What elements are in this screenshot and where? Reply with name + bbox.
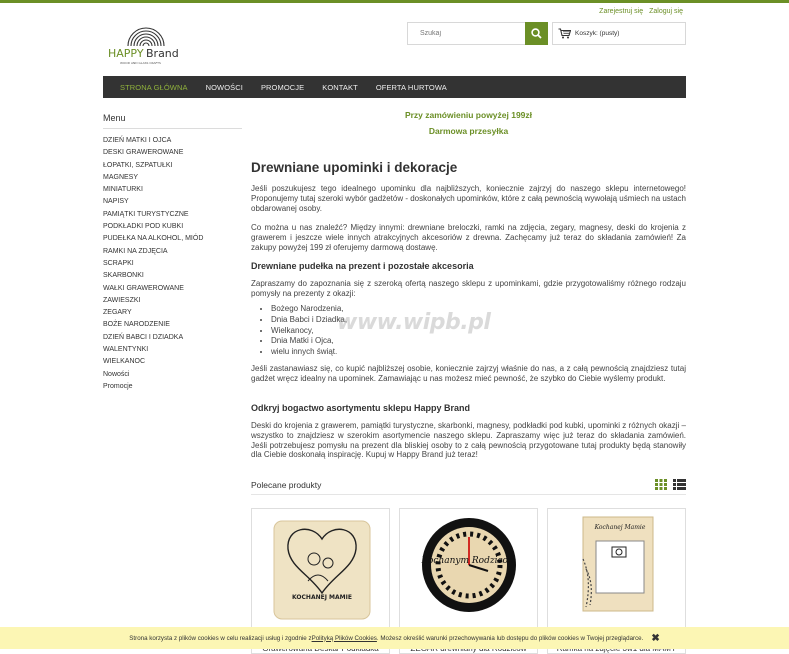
product-image-board: [252, 509, 389, 634]
cookie-text-after: . Możesz określić warunki przechowywania lub dostępu do plików cookies w Twojej przeglądarce.: [376, 634, 644, 642]
sidebar-item[interactable]: BOŻE NARODZENIE: [103, 321, 170, 329]
sidebar-item[interactable]: WAŁKI GRAWEROWANE: [103, 284, 184, 292]
sidebar-item[interactable]: SCRAPKI: [103, 259, 134, 267]
cookie-policy-link[interactable]: Polityką Plików Cookies: [311, 634, 377, 642]
close-icon[interactable]: ✖: [651, 632, 660, 644]
grid-view-icon[interactable]: [655, 479, 667, 490]
nav-promotions[interactable]: PROMOCJE: [260, 82, 305, 92]
nav-wholesale[interactable]: OFERTA HURTOWA: [375, 82, 447, 92]
engraving-text: Kochanej Mamie: [594, 524, 646, 531]
engraving-text: Kochanym Rodzicom: [421, 556, 517, 566]
promo-threshold: Przy zamówieniu powyżej 199zł: [404, 110, 533, 120]
search-box: [407, 22, 548, 45]
register-link[interactable]: Zarejestruj się: [599, 8, 644, 15]
sidebar-item[interactable]: DZIEŃ BABCI I DZIADKA: [103, 333, 184, 341]
nav-home[interactable]: STRONA GŁÓWNA: [120, 82, 188, 92]
recommended-header: [251, 475, 686, 495]
product-image-frame: [548, 509, 685, 634]
sidebar: [103, 113, 242, 393]
sidebar-item[interactable]: Promocje: [103, 382, 133, 390]
recommended-title: Polecane produkty: [251, 479, 322, 490]
cart-button[interactable]: [552, 22, 686, 45]
list-item: • Wielkanocy,: [271, 326, 347, 337]
assortment-paragraph: Deski do krojenia z grawerem, pamiątki turystyczne, skarbonki, magnesy, podkładki pod kubki, upominki z różnych okazji – wszystko to znajdziesz w szerokim asortymencie naszego sklepu. Zapraszamy więc już teraz do składania zamówień. Jeśli potrzebujesz pomysłu na prezent dla bliskiej osoby to z całą pewnością przygotowane tutaj produkty będą stanowiły dla Ciebie doskonałą inspirację. Kupuj w Happy Brand już teraz!: [251, 421, 686, 460]
offer-paragraph: Co można u nas znaleźć? Między innymi: drewniane breloczki, ramki na zdjęcia, zegary, magnesy, deski do krojenia z grawerem i jeszcze wiele innych atrakcyjnych akcesoriów z drewna. Zachęcamy już teraz do składania zamówień! Za zakupy powyżej 199 zł oferujemy darmową dostawę.: [251, 223, 686, 252]
gift-paragraph: Jeśli zastanawiasz się, co kupić najbliższej osobie, koniecznie zajrzyj właśnie do nas, a z całą pewnością znajdziesz tutaj gadżet wręcz idealny na upominek. Zamawiając u nas możesz mieć pewność, że szybko do Ciebie wyślemy produkt.: [251, 364, 686, 383]
account-links: [599, 8, 683, 15]
login-link[interactable]: Zaloguj się: [649, 8, 683, 15]
sidebar-item[interactable]: PAMIĄTKI TURYSTYCZNE: [103, 210, 189, 218]
section-heading-assortment: Odkryj bogactwo asortymentu sklepu Happy Brand: [251, 403, 471, 413]
engraving-text: KOCHANEJ MAMIE: [292, 594, 352, 601]
search-icon: [531, 28, 542, 39]
sidebar-title: Menu: [103, 113, 242, 129]
list-item: • wielu innych świąt.: [271, 347, 347, 358]
list-item: • Dnia Matki i Ojca,: [271, 336, 347, 347]
main-nav: [103, 76, 686, 98]
list-item: • Bożego Narodzenia,: [271, 304, 347, 315]
product-image-clock: [400, 509, 537, 634]
sidebar-item[interactable]: MAGNESY: [103, 173, 139, 181]
sidebar-item[interactable]: DESKI GRAWEROWANE: [103, 149, 184, 157]
section-heading-boxes: Drewniane pudełka na prezent i pozostałe akcesoria: [251, 261, 474, 271]
sidebar-item[interactable]: NAPISY: [103, 198, 129, 206]
sidebar-item[interactable]: SKARBONKI: [103, 272, 144, 280]
cart-icon: [558, 28, 571, 39]
sidebar-item[interactable]: MINIATURKI: [103, 186, 143, 194]
cookie-text-before: Strona korzysta z plików cookies w celu realizacji usług i zgodnie z: [129, 634, 312, 642]
occasions-list: [271, 304, 347, 358]
sidebar-item[interactable]: PODKŁADKI POD KUBKI: [103, 223, 184, 231]
cookie-banner: [0, 627, 789, 649]
watermark: www.wipb.pl: [337, 310, 491, 335]
cart-label: Koszyk: (pusty): [575, 30, 620, 37]
sidebar-item[interactable]: RAMKI NA ZDJĘCIA: [103, 247, 168, 255]
sidebar-item[interactable]: WIELKANOC: [103, 358, 146, 366]
sidebar-item[interactable]: Nowości: [103, 370, 130, 378]
logo-tagline: WOOD AND GLASS CRAFTS: [120, 61, 161, 65]
search-button[interactable]: [525, 22, 548, 45]
logo[interactable]: [106, 24, 186, 68]
sidebar-item[interactable]: PUDEŁKA NA ALKOHOL, MIÓD: [103, 235, 204, 243]
occasions-paragraph: Zapraszamy do zapoznania się z szeroką ofertą naszego sklepu z upominkami, gdzie przygotowaliśmy różnego rodzaju pomysły na prezenty z okazji:: [251, 279, 686, 298]
page-title: Drewniane upominki i dekoracje: [251, 160, 458, 175]
view-toggle: [655, 479, 686, 490]
category-list: [103, 135, 242, 393]
nav-contact[interactable]: KONTAKT: [322, 82, 358, 92]
top-accent-line: [0, 0, 789, 3]
sidebar-item[interactable]: ZAWIESZKI: [103, 296, 141, 304]
search-input[interactable]: [408, 23, 525, 44]
sidebar-item[interactable]: WALENTYNKI: [103, 346, 149, 354]
nav-new[interactable]: NOWOŚCI: [205, 82, 243, 92]
sidebar-item[interactable]: ZEGARY: [103, 309, 132, 317]
promo-free-shipping: Darmowa przesyłka: [428, 126, 509, 136]
logo-text-happy: HAPPY: [108, 47, 144, 60]
logo-text-brand: Brand: [146, 47, 179, 60]
intro-paragraph: Jeśli poszukujesz tego idealnego upominku dla najbliższych, koniecznie zajrzyj do naszego sklepu internetowego! Proponujemy tutaj szeroki wybór gadżetów - doskonałych upominków, które z całą pewnością wywołają uśmiech na ustach obdarowanej osoby.: [251, 184, 686, 213]
sidebar-item[interactable]: DZIEŃ MATKI I OJCA: [103, 137, 172, 144]
list-item: • Dnia Babci i Dziadka,: [271, 315, 347, 326]
sidebar-item[interactable]: ŁOPATKI, SZPATUŁKI: [103, 161, 173, 169]
list-view-icon[interactable]: [673, 479, 686, 490]
